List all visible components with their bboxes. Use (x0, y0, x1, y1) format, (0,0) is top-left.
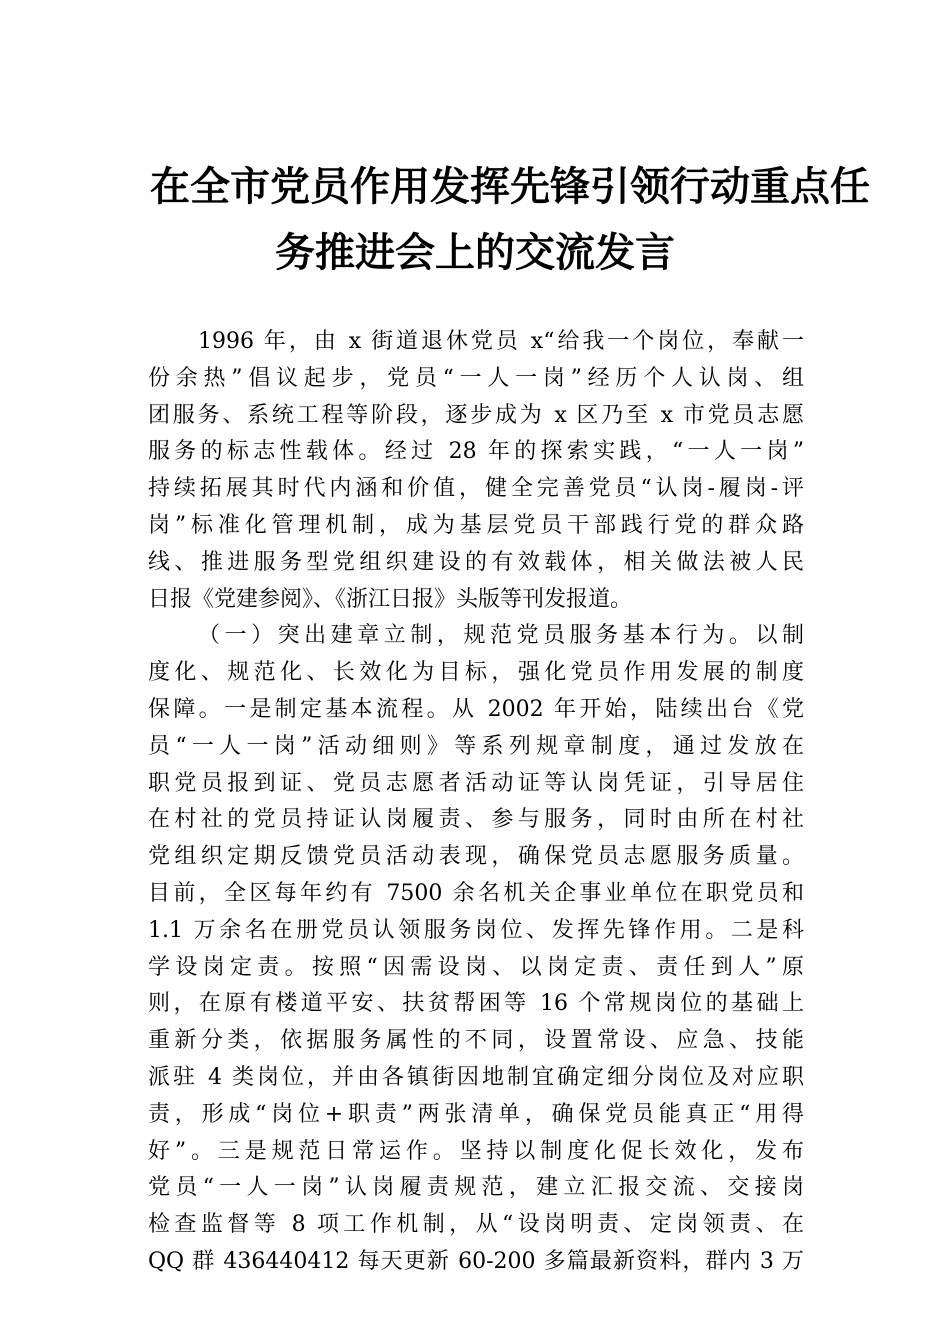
paragraph-2-line: 党员“一人一岗”认岗履责规范，建立汇报交流、交接岗 (148, 1175, 804, 1201)
paragraph-2-first-line (148, 618, 804, 655)
paragraph-2-line: 在村社的党员持证认岗履责、参与服务，同时由所在村社 (148, 807, 804, 833)
paragraph-2-line: 派驻 4 类岗位，并由各镇街因地制宜确定细分岗位及对应职 (148, 1064, 804, 1090)
paragraph-1-line: 线、推进服务型党组织建设的有效载体，相关做法被人民 (148, 549, 804, 575)
document-body (148, 324, 804, 1281)
paragraph-2-first-line-rest: 以制 (755, 623, 804, 649)
paragraph-2-line: 目前，全区每年约有 7500 余名机关企事业单位在职党员和 (148, 880, 804, 906)
document-title-line-1: 在全市党员作用发挥先锋引领行动重点任 (150, 163, 870, 210)
paragraph-1-line: 服务的标志性载体。经过 28 年的探索实践，“一人一岗” (148, 439, 804, 465)
paragraph-1-line: 份余热”倡议起步，党员“一人一岗”经历个人认岗、组 (148, 365, 804, 391)
paragraph-1-line: 岗”标准化管理机制，成为基层党员干部践行党的群众路 (148, 512, 804, 538)
paragraph-2-line: 员“一人一岗”活动细则》等系列规章制度，通过发放在 (148, 733, 804, 759)
paragraph-2-line: 职党员报到证、党员志愿者活动证等认岗凭证，引导居住 (148, 770, 804, 796)
paragraph-2-line: 重新分类，依据服务属性的不同，设置常设、应急、技能 (148, 1028, 804, 1054)
paragraph-2-line: 则，在原有楼道平安、扶贫帮困等 16 个常规岗位的基础上 (148, 991, 804, 1017)
paragraph-2-line: 度化、规范化、长效化为目标，强化党员作用发展的制度 (148, 660, 804, 686)
paragraph-2-line: 学设岗定责。按照“因需设岗、以岗定责、责任到人”原 (148, 954, 804, 980)
paragraph-1-line: 日报《党建参阅》、《浙江日报》头版等刊发报道。 (148, 586, 633, 612)
paragraph-1-line: 持续拓展其时代内涵和价值，健全完善党员“认岗-履岗-评 (148, 476, 804, 502)
paragraph-2-line: 党组织定期反馈党员活动表现，确保党员志愿服务质量。 (148, 844, 804, 870)
section-heading: （一）突出建章立制，规范党员服务基本行为。 (198, 623, 756, 649)
paragraph-2-line: 好”。三是规范日常运作。坚持以制度化促长效化，发布 (148, 1138, 804, 1164)
document-title-line-2: 务推进会上的交流发言 (275, 229, 675, 276)
paragraph-2-line: 检查监督等 8 项工作机制，从“设岗明责、定岗领责、在 (148, 1212, 804, 1238)
paragraph-2-line: 责，形成“岗位+职责”两张清单，确保党员能真正“用得 (148, 1101, 804, 1127)
paragraph-2-line: QQ 群 436440412 每天更新 60-200 多篇最新资料，群内 3 万 (148, 1248, 804, 1274)
paragraph-1-line: 团服务、系统工程等阶段，逐步成为 x 区乃至 x 市党员志愿 (148, 402, 804, 428)
paragraph-2-line: 保障。一是制定基本流程。从 2002 年开始，陆续出台《党 (148, 696, 804, 722)
paragraph-2-line: 1.1 万余名在册党员认领服务岗位、发挥先锋作用。二是科 (148, 917, 804, 943)
paragraph-1-line: 1996 年，由 x 街道退休党员 x“给我一个岗位，奉献一 (198, 329, 804, 354)
